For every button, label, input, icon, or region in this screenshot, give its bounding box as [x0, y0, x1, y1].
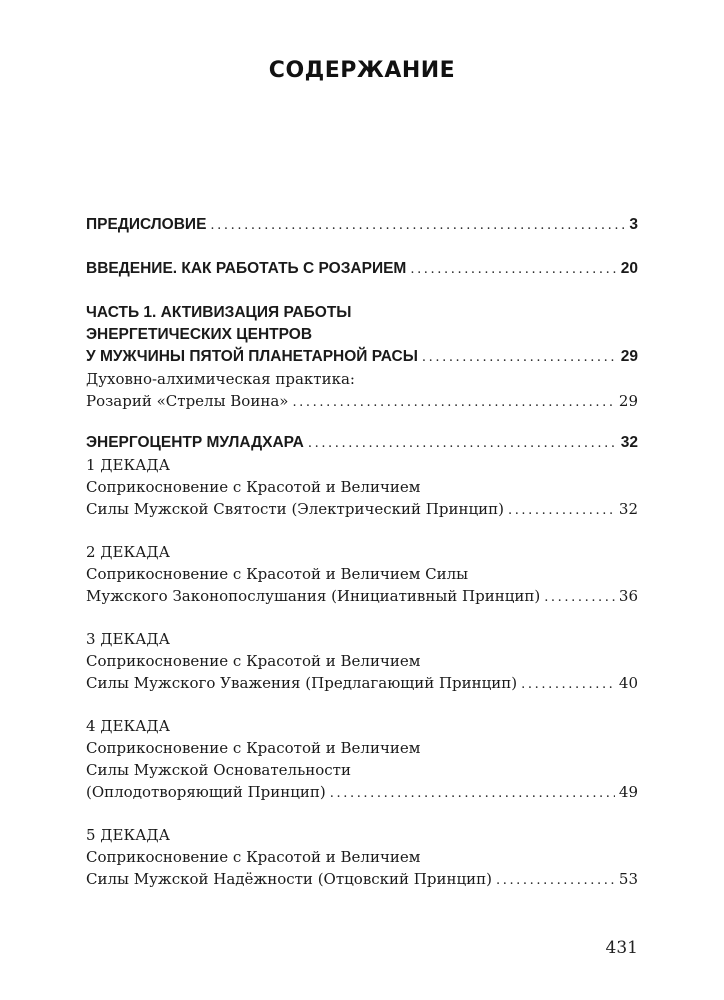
toc-entry-introduction[interactable] [86, 258, 638, 280]
toc-entry-decade-2[interactable] [86, 541, 638, 607]
toc-entry-title: Силы Мужской Основательности [86, 761, 351, 779]
dot-leader [496, 870, 615, 892]
dot-leader [330, 783, 615, 805]
toc-page-ref: 40 [618, 674, 638, 692]
toc-entry-title: Силы Мужского Уважения (Предлагающий Принцип) [86, 674, 518, 692]
toc-line [86, 476, 638, 498]
toc-line [86, 781, 638, 803]
dot-leader [292, 392, 614, 414]
dot-leader [544, 587, 615, 609]
toc-entry-title: ЭНЕРГЕТИЧЕСКИХ ЦЕНТРОВ [86, 326, 313, 343]
toc-entry-title: У МУЖЧИНЫ ПЯТОЙ ПЛАНЕТАРНОЙ РАСЫ [86, 348, 418, 365]
toc-entry-title: Соприкосновение с Красотой и Величием [86, 652, 421, 670]
toc-line [86, 324, 638, 346]
toc-entry-title: Соприкосновение с Красотой и Величием [86, 848, 421, 866]
toc-line [86, 846, 638, 868]
toc-entry-title: Розарий «Стрелы Воина» [86, 392, 289, 410]
toc-line [86, 454, 638, 476]
toc-page-ref: 32 [620, 434, 638, 451]
dot-leader [410, 259, 616, 281]
toc-entry-title: Мужского Законопослушания (Инициативный Принцип) [86, 587, 541, 605]
toc-entry-decade-5[interactable] [86, 824, 638, 890]
toc-page-ref: 49 [618, 783, 638, 801]
toc-entry-title: ВВЕДЕНИЕ. КАК РАБОТАТЬ С РОЗАРИЕМ [86, 260, 407, 277]
toc-entry-part-1[interactable] [86, 302, 638, 368]
dot-leader [422, 347, 617, 369]
toc-line [86, 759, 638, 781]
toc-line [86, 541, 638, 563]
toc-page-ref: 36 [618, 587, 638, 605]
dot-leader [521, 674, 615, 696]
toc-line [86, 214, 638, 236]
toc-entry-title: 4 ДЕКАДА [86, 717, 170, 735]
toc-entry-title: 3 ДЕКАДА [86, 630, 170, 648]
page-title: СОДЕРЖАНИЕ [268, 58, 456, 83]
toc-line [86, 390, 638, 412]
toc-entry-decade-4[interactable] [86, 715, 638, 803]
toc-entry-title: ЧАСТЬ 1. АКТИВИЗАЦИЯ РАБОТЫ [86, 304, 352, 321]
toc-line [86, 824, 638, 846]
toc-page-ref: 29 [620, 348, 638, 365]
toc-page-ref: 3 [629, 216, 638, 233]
toc-entry-title: Соприкосновение с Красотой и Величием Силы [86, 565, 469, 583]
toc-page-ref: 20 [620, 260, 638, 277]
toc-line [86, 432, 638, 454]
toc-line [86, 628, 638, 650]
toc-entry-decade-3[interactable] [86, 628, 638, 694]
toc-entry-title: Духовно-алхимическая практика: [86, 370, 355, 388]
toc-line [86, 868, 638, 890]
toc-line [86, 650, 638, 672]
toc-entry-title: 1 ДЕКАДА [86, 456, 170, 474]
dot-leader [308, 433, 617, 455]
toc-line [86, 737, 638, 759]
toc-entry-title: ПРЕДИСЛОВИЕ [86, 216, 207, 233]
toc-entry-title: Соприкосновение с Красотой и Величием [86, 478, 421, 496]
toc-entry-title: (Оплодотворяющий Принцип) [86, 783, 326, 801]
toc-entry-title: 5 ДЕКАДА [86, 826, 170, 844]
toc-line [86, 498, 638, 520]
toc-entry-title: Силы Мужской Надёжности (Отцовский Принцип) [86, 870, 492, 888]
toc-line [86, 368, 638, 390]
page-number: 431 [605, 938, 638, 958]
toc-entry-muladhara[interactable] [86, 432, 638, 454]
toc-entry-preface[interactable] [86, 214, 638, 236]
toc-line [86, 672, 638, 694]
toc-entry-decade-1[interactable] [86, 454, 638, 520]
toc-line [86, 302, 638, 324]
toc-entry-title: Силы Мужской Святости (Электрический Принцип) [86, 500, 504, 518]
toc-entry-title: Соприкосновение с Красотой и Величием [86, 739, 421, 757]
dot-leader [210, 215, 625, 237]
dot-leader [508, 500, 615, 522]
toc-page-ref: 29 [618, 392, 638, 410]
toc-line [86, 563, 638, 585]
toc-page-ref: 53 [618, 870, 638, 888]
toc-entry-practice[interactable] [86, 368, 638, 412]
toc-line [86, 346, 638, 368]
toc-line [86, 585, 638, 607]
toc-page-ref: 32 [618, 500, 638, 518]
toc-entry-title: ЭНЕРГОЦЕНТР МУЛАДХАРА [86, 434, 304, 451]
toc-entry-title: 2 ДЕКАДА [86, 543, 170, 561]
toc-line [86, 715, 638, 737]
toc-line [86, 258, 638, 280]
